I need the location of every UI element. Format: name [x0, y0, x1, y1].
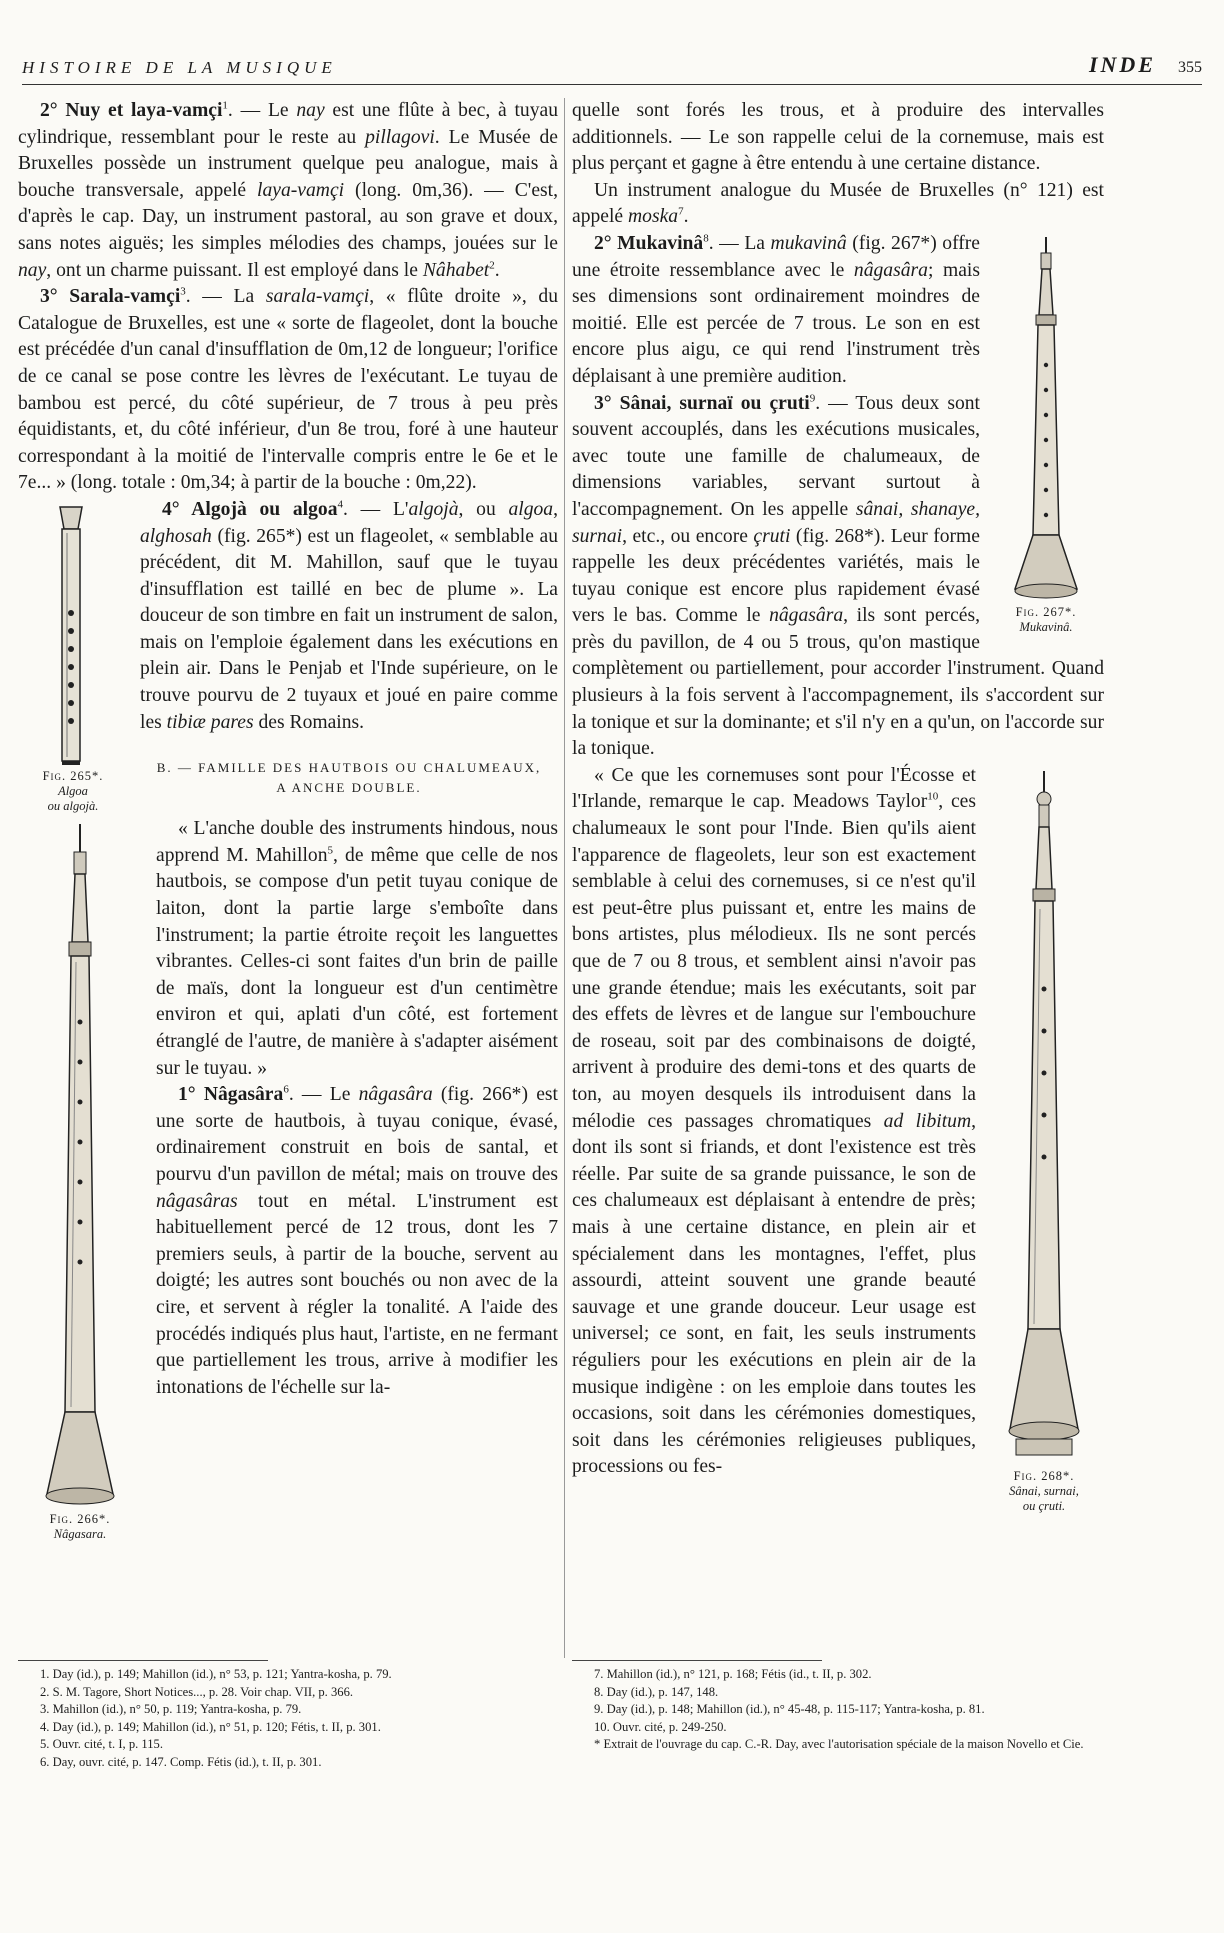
figure-265: [14, 503, 132, 814]
section-name: INDE: [1088, 52, 1156, 77]
figure-268: [984, 769, 1104, 1514]
mukavina-oboe-illustration: [1011, 235, 1081, 605]
footnote-rule-left: [18, 1660, 268, 1661]
running-title: HISTOIRE DE LA MUSIQUE: [22, 58, 337, 77]
left-column: [18, 98, 558, 1542]
footnote: 4. Day (id.), p. 149; Mahillon (id.), n° 51, p. 120; Fétis, t. II, p. 301.: [40, 1719, 381, 1734]
figure-268-caption: Fig. 268*. Sânai, surnai, ou çruti.: [1009, 1468, 1079, 1513]
paragraph-sanai: 3° Sânai, surnaï ou çruti$^9$. — Tous deux sont souvent accouplés, dans les exécutions musicales, avec toute une famille de chalumeaux, de dimensions variables, servant surtout à l'accompagnement. On les appelle sânai, shanaye, surnai, etc., ou encore çruti (fig. 268*). Leur forme rappelle les deux précédentes variétés, mais le tuyau conique est encore plus rapidement évasé vers le bas. Comme le nâgasâra, ils sont percés, près du pavillon, de 4 ou 5 trous, qu'on mastique complètement ou partiellement, pour accorder l'instrument. Quand plusieurs à la fois servent à l'accompagnement, ils s'accordent sur la tonique et sur la dominante; et s'il n'y en a qu'un, on l'accorde sur la tonique.: [572, 392, 1104, 760]
algoa-flute-illustration: [38, 503, 108, 769]
figure-266-caption: Fig. 266*. Nâgasara.: [49, 1512, 111, 1542]
right-column: [572, 98, 1104, 1514]
paragraph-algoja: 4° Algojà ou algoa$^4$. — L'algojà, ou algoa, alghosah (fig. 265*) est un flageolet, « semblable au précédent, dit M. Mahillon, sauf que le tuyau d'insufflation est taillé en bec de plume ». La douceur de son timbre en fait un instrument de salon, mais on l'emploie également dans les exécutions en plein air. Dans le Penjab et l'Inde supérieure, on le trouve pourvu de 2 tuyaux et joué en paire comme les tibiæ pares des Romains.: [140, 498, 558, 733]
paragraph-sarala: 3° Sarala-vamçi$^3$. — La sarala-vamçi, « flûte droite », du Catalogue de Bruxelles, est une « sorte de flageolet, dont la bouche est précédée d'un canal d'insufflation de 0m,12 de longueur; l'orifice de ce canal se pose contre les lèvres de l'exécutant. Le tuyau de bambou est percé, du côté supérieur, de 7 trous à peu près équidistants, et, du côté inférieur, d'un 8e trou, foré à une hauteur correspondant à la moitié de l'intervalle compris entre le 6e et le 7e... » (long. totale : 0m,34; à partir de la bouche : 0m,22).: [18, 285, 558, 494]
paragraph-anche: « L'anche double des instruments hindous, nous apprend M. Mahillon$^5$, de même que celle de nos hautbois, se compose d'un petit tuyau conique de laiton, dont la partie large s'emboîte dans l'instrument; la partie étroite reçoit les languettes vibrantes. Celles-ci sont faites d'un brin de paille de maïs, dont la longueur est d'un centimètre environ et qui, aplati d'un côté, est fortement étranglé de l'autre, de manière à s'adapter aisément sur le tuyau. »: [156, 818, 558, 1079]
paragraph-moska: Un instrument analogue du Musée de Bruxelles (n° 121) est appelé moska$^7$.: [572, 179, 1104, 228]
figure-267: [988, 235, 1104, 635]
figure-267-caption: Fig. 267*. Mukavinâ.: [1015, 604, 1077, 634]
running-header: [22, 52, 1202, 86]
figure-266: [18, 822, 142, 1542]
paragraph-nagasara: 1° Nâgasâra$^6$. — Le nâgasâra (fig. 266*) est une sorte de hautbois, à tuyau conique, évasé, ordinairement construit en bois de santal, et pourvu d'un pavillon de métal; mais on trouve des nâgasâras tout en métal. L'instrument est habituellement percé de 12 trous, dont les 7 premiers seuls, à partir de la bouche, servent au doigté; les autres sont bouchés ou non avec de la cire, et servent à régler la tonalité. A l'aide des procédés indiqués plus haut, l'artiste, en ne fermant que partiellement les trous, arrive à modifier les intonations de l'échelle sur la-: [156, 1083, 558, 1398]
figure-265-caption: Fig. 265*. Algoa ou algojà.: [42, 768, 104, 813]
sanai-oboe-illustration: [1006, 769, 1082, 1469]
footnote: 8. Day (id.), p. 147, 148.: [594, 1684, 719, 1699]
footnote: 3. Mahillon (id.), n° 50, p. 119; Yantra-kosha, p. 79.: [40, 1702, 302, 1717]
footnote: 5. Ouvr. cité, t. I, p. 115.: [40, 1737, 164, 1752]
paragraph-nuy: 2° Nuy et laya-vamçi$^1$. — Le nay est une flûte à bec, à tuyau cylindrique, ressemblant pour le reste au pillagovi. Le Musée de Bruxelles possède un instrument quelque peu analogue, mais à bouche transversale, appelé laya-vamçi (long. 0m,36). — C'est, d'après le cap. Day, un instrument pastoral, au son grave et doux, sans notes aiguës; les simples mélodies des champs, jouées sur le nay, ont un charme puissant. Il est employé dans le Nâhabet$^2$.: [18, 99, 559, 281]
footnotes-left: [18, 1666, 558, 1772]
paragraph-cornemuses: « Ce que les cornemuses sont pour l'Écosse et l'Irlande, remarque le cap. Meadows Taylor$^{10}$, ces chalumeaux le sont pour l'Inde. Bien qu'ils aient l'apparence de flageolets, leur son est exactement semblable à celui des cornemuses, si ce n'est qu'il est peut-être plus puissant et, entre les mains de bons artistes, plus mélodieux. Ils ne sont percés que de 7 ou 8 trous, et semblent ainsi n'avoir pas une grande étendue; mais les exécutants, soit par des effets de lèvres et de langue sur l'embouchure de roseau, soit par des combinaisons de doigté, arrivent à produire des demi-tons et des quarts de ton, au moyen desquels ils introduisent dans la mélodie ces passages chromatiques ad libitum, dont ils sont si friands, et dont l'existence est très réelle. Par suite de sa grande puissance, le son de ces chalumeaux est déplaisant à entendre de près; mais à une certaine distance, en plein air et spécialement dans les montagnes, l'effet, plus assourdi, atteint souvent une grande beauté sauvage et une grande douceur. Leur usage est universel; ce sont, en fait, les seuls instruments réguliers pour les exécutions en plein air de la musique indigène : on les emploie dans toutes les occasions, soit dans les cérémonies domestiques, soit dans les cérémonies religieuses publiques, processions ou fes-: [572, 764, 977, 1478]
header-rule: [22, 84, 1202, 85]
nagasara-oboe-illustration: [43, 822, 117, 1512]
section-title: [1089, 52, 1202, 78]
paragraph-mukavina: 2° Mukavinâ$^8$. — La mukavinâ (fig. 267*) offre une étroite ressemblance avec le nâgasâra; mais ses dimensions sont ordinairement moindres de moitié. Elle est percée de 7 trous. Le son en est encore plus aigu, ce qui rend l'instrument très déplaisant à une première audition.: [572, 232, 981, 387]
footnote: 10. Ouvr. cité, p. 249-250.: [594, 1719, 727, 1734]
footnotes-right: [572, 1666, 1104, 1754]
section-heading-b: B. — FAMILLE DES HAUTBOIS OU CHALUMEAUX, A ANCHE DOUBLE.: [156, 760, 542, 796]
footnote: 1. Day (id.), p. 149; Mahillon (id.), n° 53, p. 121; Yantra-kosha, p. 79.: [40, 1667, 392, 1681]
footnote: 6. Day, ouvr. cité, p. 147. Comp. Fétis (id.), t. II, p. 301.: [40, 1754, 322, 1769]
footnote: 9. Day (id.), p. 148; Mahillon (id.), n° 45-48, p. 115-117; Yantra-kosha, p. 81.: [594, 1702, 985, 1717]
footnote: * Extrait de l'ouvrage du cap. C.-R. Day, avec l'autorisation spéciale de la maison Novello et Cie.: [594, 1737, 1084, 1752]
footnote: 7. Mahillon (id.), n° 121, p. 168; Fétis (id., t. II, p. 302.: [594, 1667, 872, 1681]
footnote-rule-right: [572, 1660, 822, 1661]
footnote: 2. S. M. Tagore, Short Notices..., p. 28. Voir chap. VII, p. 366.: [40, 1684, 354, 1699]
paragraph-continuation: quelle sont forés les trous, et à produire des intervalles additionnels. — Le son rappelle celui de la cornemuse, mais est plus perçant et gagne à être entendu à une certaine distance.: [572, 100, 1104, 175]
column-separator: [564, 98, 565, 1658]
page-number: 355: [1178, 59, 1202, 76]
